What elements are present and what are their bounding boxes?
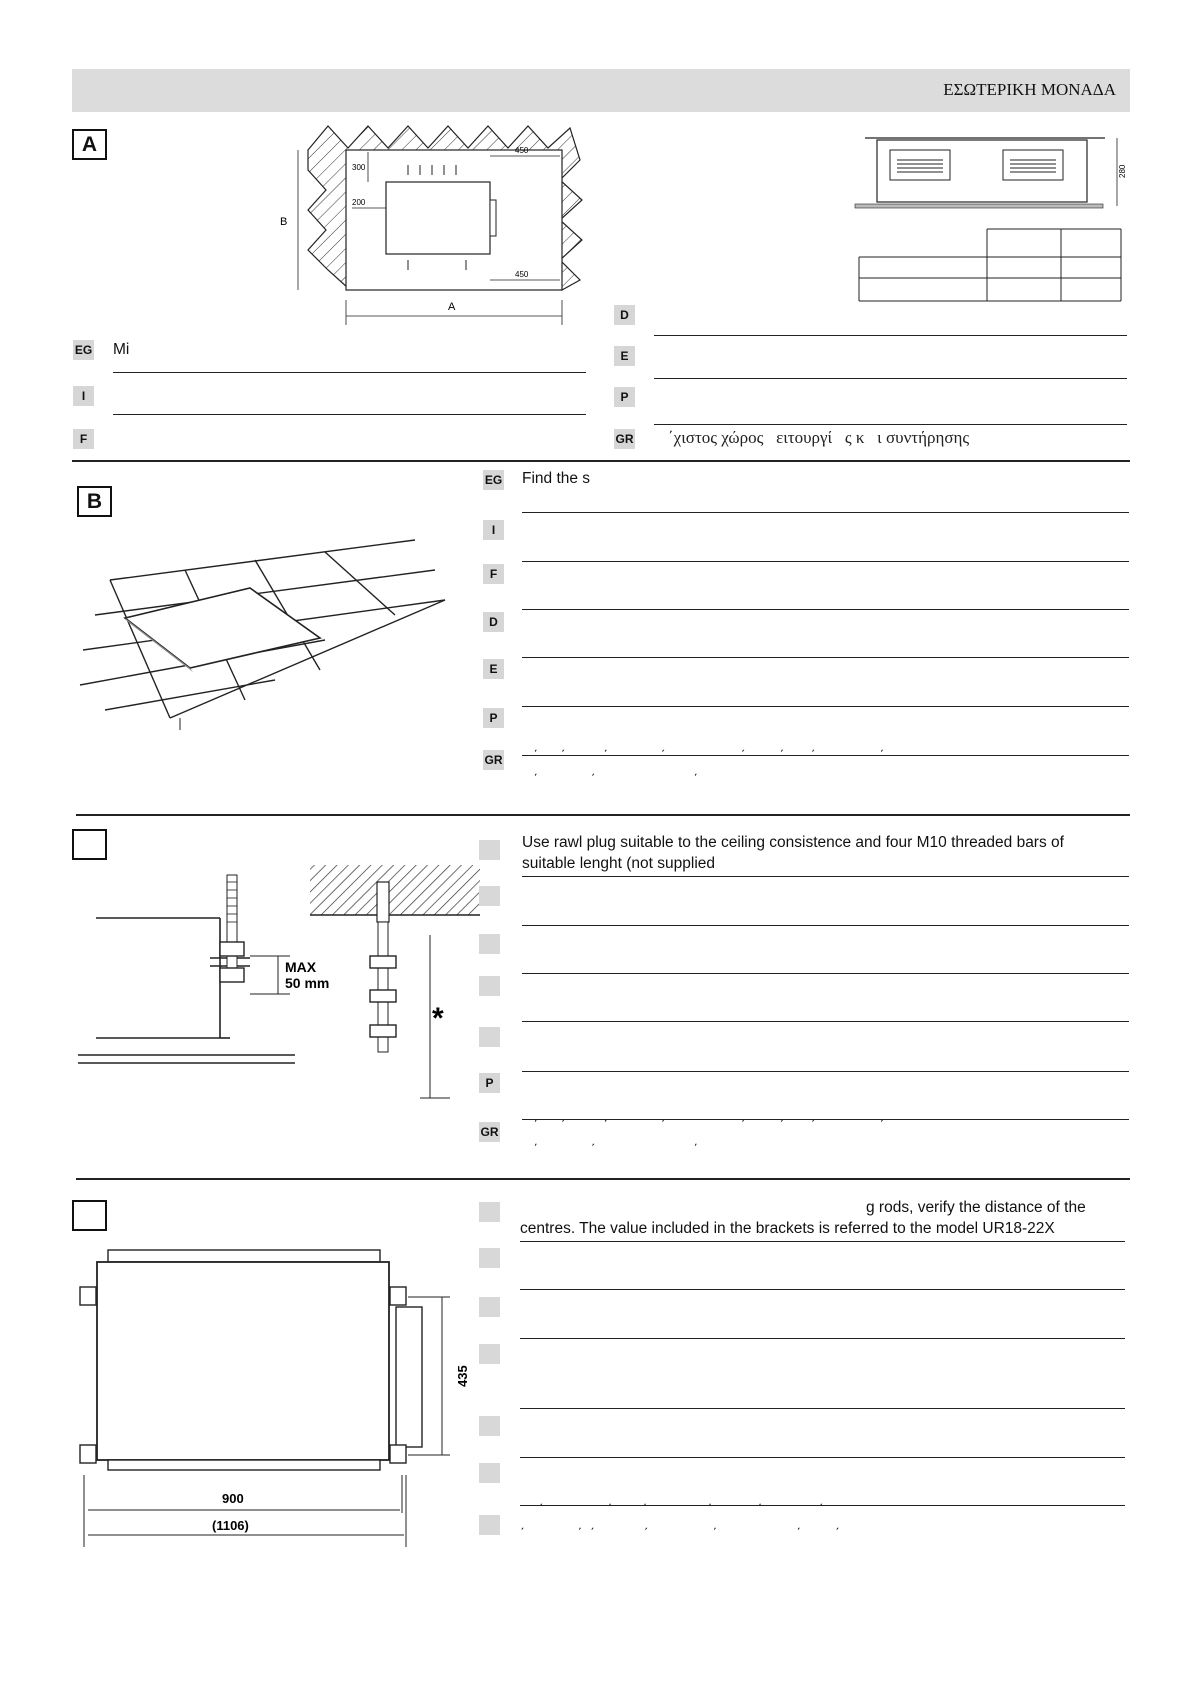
- lang-code-i: I: [73, 386, 94, 406]
- section-b-row-gr-line2: ΄ ΄ ΄: [522, 772, 699, 788]
- asterisk-label: *: [432, 1002, 444, 1035]
- row-rule: [520, 1457, 1125, 1458]
- row-rule: [522, 876, 1129, 877]
- section-b-row-gr-line1: ΄ ΄ ΄ ΄ ΄ ΄ ΄ ΄: [522, 748, 885, 764]
- lang-code-blank: [479, 1463, 500, 1483]
- lang-code-blank: [479, 1416, 500, 1436]
- section-d-row-eg-line1: g rods, verify the distance of the: [866, 1199, 1086, 1216]
- section-c-row-eg-line1: Use rawl plug suitable to the ceiling consistence and four M10 threaded bars of: [522, 834, 1064, 851]
- lang-code-p: P: [483, 708, 504, 728]
- max-label: MAX: [285, 959, 317, 975]
- row-rule: [654, 424, 1127, 425]
- header-bar: [72, 69, 1130, 112]
- dim-280-label: 280: [1118, 164, 1127, 178]
- page-title: ΕΣΩΤΕΡΙΚΗ ΜΟΝΑΔΑ: [943, 80, 1116, 99]
- width-1106-label: (1106): [212, 1518, 249, 1533]
- lang-code-p: P: [479, 1073, 500, 1093]
- lang-code-blank: [479, 1297, 500, 1317]
- lang-code-eg: EG: [73, 340, 94, 360]
- ceiling-elevation-drawing: [855, 128, 1135, 213]
- dim-450-bottom-label: 450: [515, 270, 529, 279]
- row-rule: [113, 414, 586, 415]
- dim-200-label: 200: [352, 198, 366, 207]
- row-rule: [522, 706, 1129, 707]
- section-b-label: B: [77, 486, 112, 517]
- lang-code-blank: [479, 1515, 500, 1535]
- dimension-table: [859, 227, 1124, 302]
- lang-code-i: I: [483, 520, 504, 540]
- section-a-row-eg-text: Mi: [113, 341, 130, 358]
- row-rule: [522, 1021, 1129, 1022]
- section-d-row-gr-line2: ΄ ΄ ΄ ΄ ΄ ΄ ΄: [520, 1526, 840, 1542]
- threaded-bar-mounting-drawing: [70, 860, 490, 1105]
- row-rule: [520, 1289, 1125, 1290]
- row-rule: [522, 973, 1129, 974]
- lang-code-blank: [479, 976, 500, 996]
- lang-code-blank: [479, 934, 500, 954]
- row-rule: [520, 1408, 1125, 1409]
- max-value-label: 50 mm: [285, 975, 330, 991]
- section-d-label: [72, 1200, 107, 1231]
- lang-code-blank: [479, 886, 500, 906]
- row-rule: [520, 1338, 1125, 1339]
- section-a-label: A: [72, 129, 107, 160]
- row-rule: [654, 378, 1127, 379]
- row-rule: [522, 925, 1129, 926]
- section-a-row-gr-text: ΄χιστος χώρος ειτουργί ς κ ι συντήρησης: [668, 428, 970, 447]
- row-rule: [113, 372, 586, 373]
- dim-b-label: B: [280, 216, 288, 228]
- lang-code-p: P: [614, 387, 635, 407]
- section-c-row-eg-line2: suitable lenght (not supplied: [522, 855, 716, 872]
- row-rule: [522, 1071, 1129, 1072]
- lang-code-blank: [479, 840, 500, 860]
- section-d-row-gr-line1: ΄ ΄ ΄ ΄ ΄ ΄: [520, 1502, 824, 1518]
- height-435-label: 435: [455, 1365, 470, 1387]
- row-rule: [522, 657, 1129, 658]
- row-rule: [522, 561, 1129, 562]
- section-c-row-gr-line2: ΄ ΄ ΄: [522, 1142, 699, 1158]
- lang-code-eg: EG: [483, 470, 504, 490]
- lang-code-gr: GR: [483, 750, 504, 770]
- section-divider: [72, 460, 1130, 462]
- row-rule: [522, 512, 1129, 513]
- lang-code-blank: [479, 1248, 500, 1268]
- section-d-row-eg-line2: centres. The value included in the brackets is referred to the model UR18-22X: [520, 1220, 1055, 1237]
- row-rule: [654, 335, 1127, 336]
- section-c-label: [72, 829, 107, 860]
- lang-code-gr: GR: [614, 429, 635, 449]
- lang-code-blank: [479, 1344, 500, 1364]
- width-900-label: 900: [222, 1491, 244, 1506]
- section-c-row-gr-line1: ΄ ΄ ΄ ΄ ΄ ΄ ΄ ΄: [522, 1118, 885, 1134]
- lang-code-blank: [479, 1027, 500, 1047]
- dim-300-label: 300: [352, 163, 366, 172]
- row-rule: [522, 609, 1129, 610]
- clearance-plan-drawing: [280, 120, 590, 340]
- dim-a-label: A: [448, 301, 456, 313]
- hanging-rod-centres-drawing: [72, 1245, 482, 1545]
- dim-450-top-label: 450: [515, 146, 529, 155]
- lang-code-gr: GR: [479, 1122, 500, 1142]
- section-b-row-eg-text: Find the s: [522, 470, 591, 487]
- lang-code-f: F: [483, 564, 504, 584]
- section-divider: [76, 814, 1130, 816]
- lang-code-d: D: [483, 612, 504, 632]
- section-divider: [76, 1178, 1130, 1180]
- lang-code-e: E: [483, 659, 504, 679]
- lang-code-f: F: [73, 429, 94, 449]
- lang-code-e: E: [614, 346, 635, 366]
- lang-code-d: D: [614, 305, 635, 325]
- lang-code-blank: [479, 1202, 500, 1222]
- row-rule: [520, 1241, 1125, 1242]
- ceiling-grid-drawing: [75, 540, 455, 730]
